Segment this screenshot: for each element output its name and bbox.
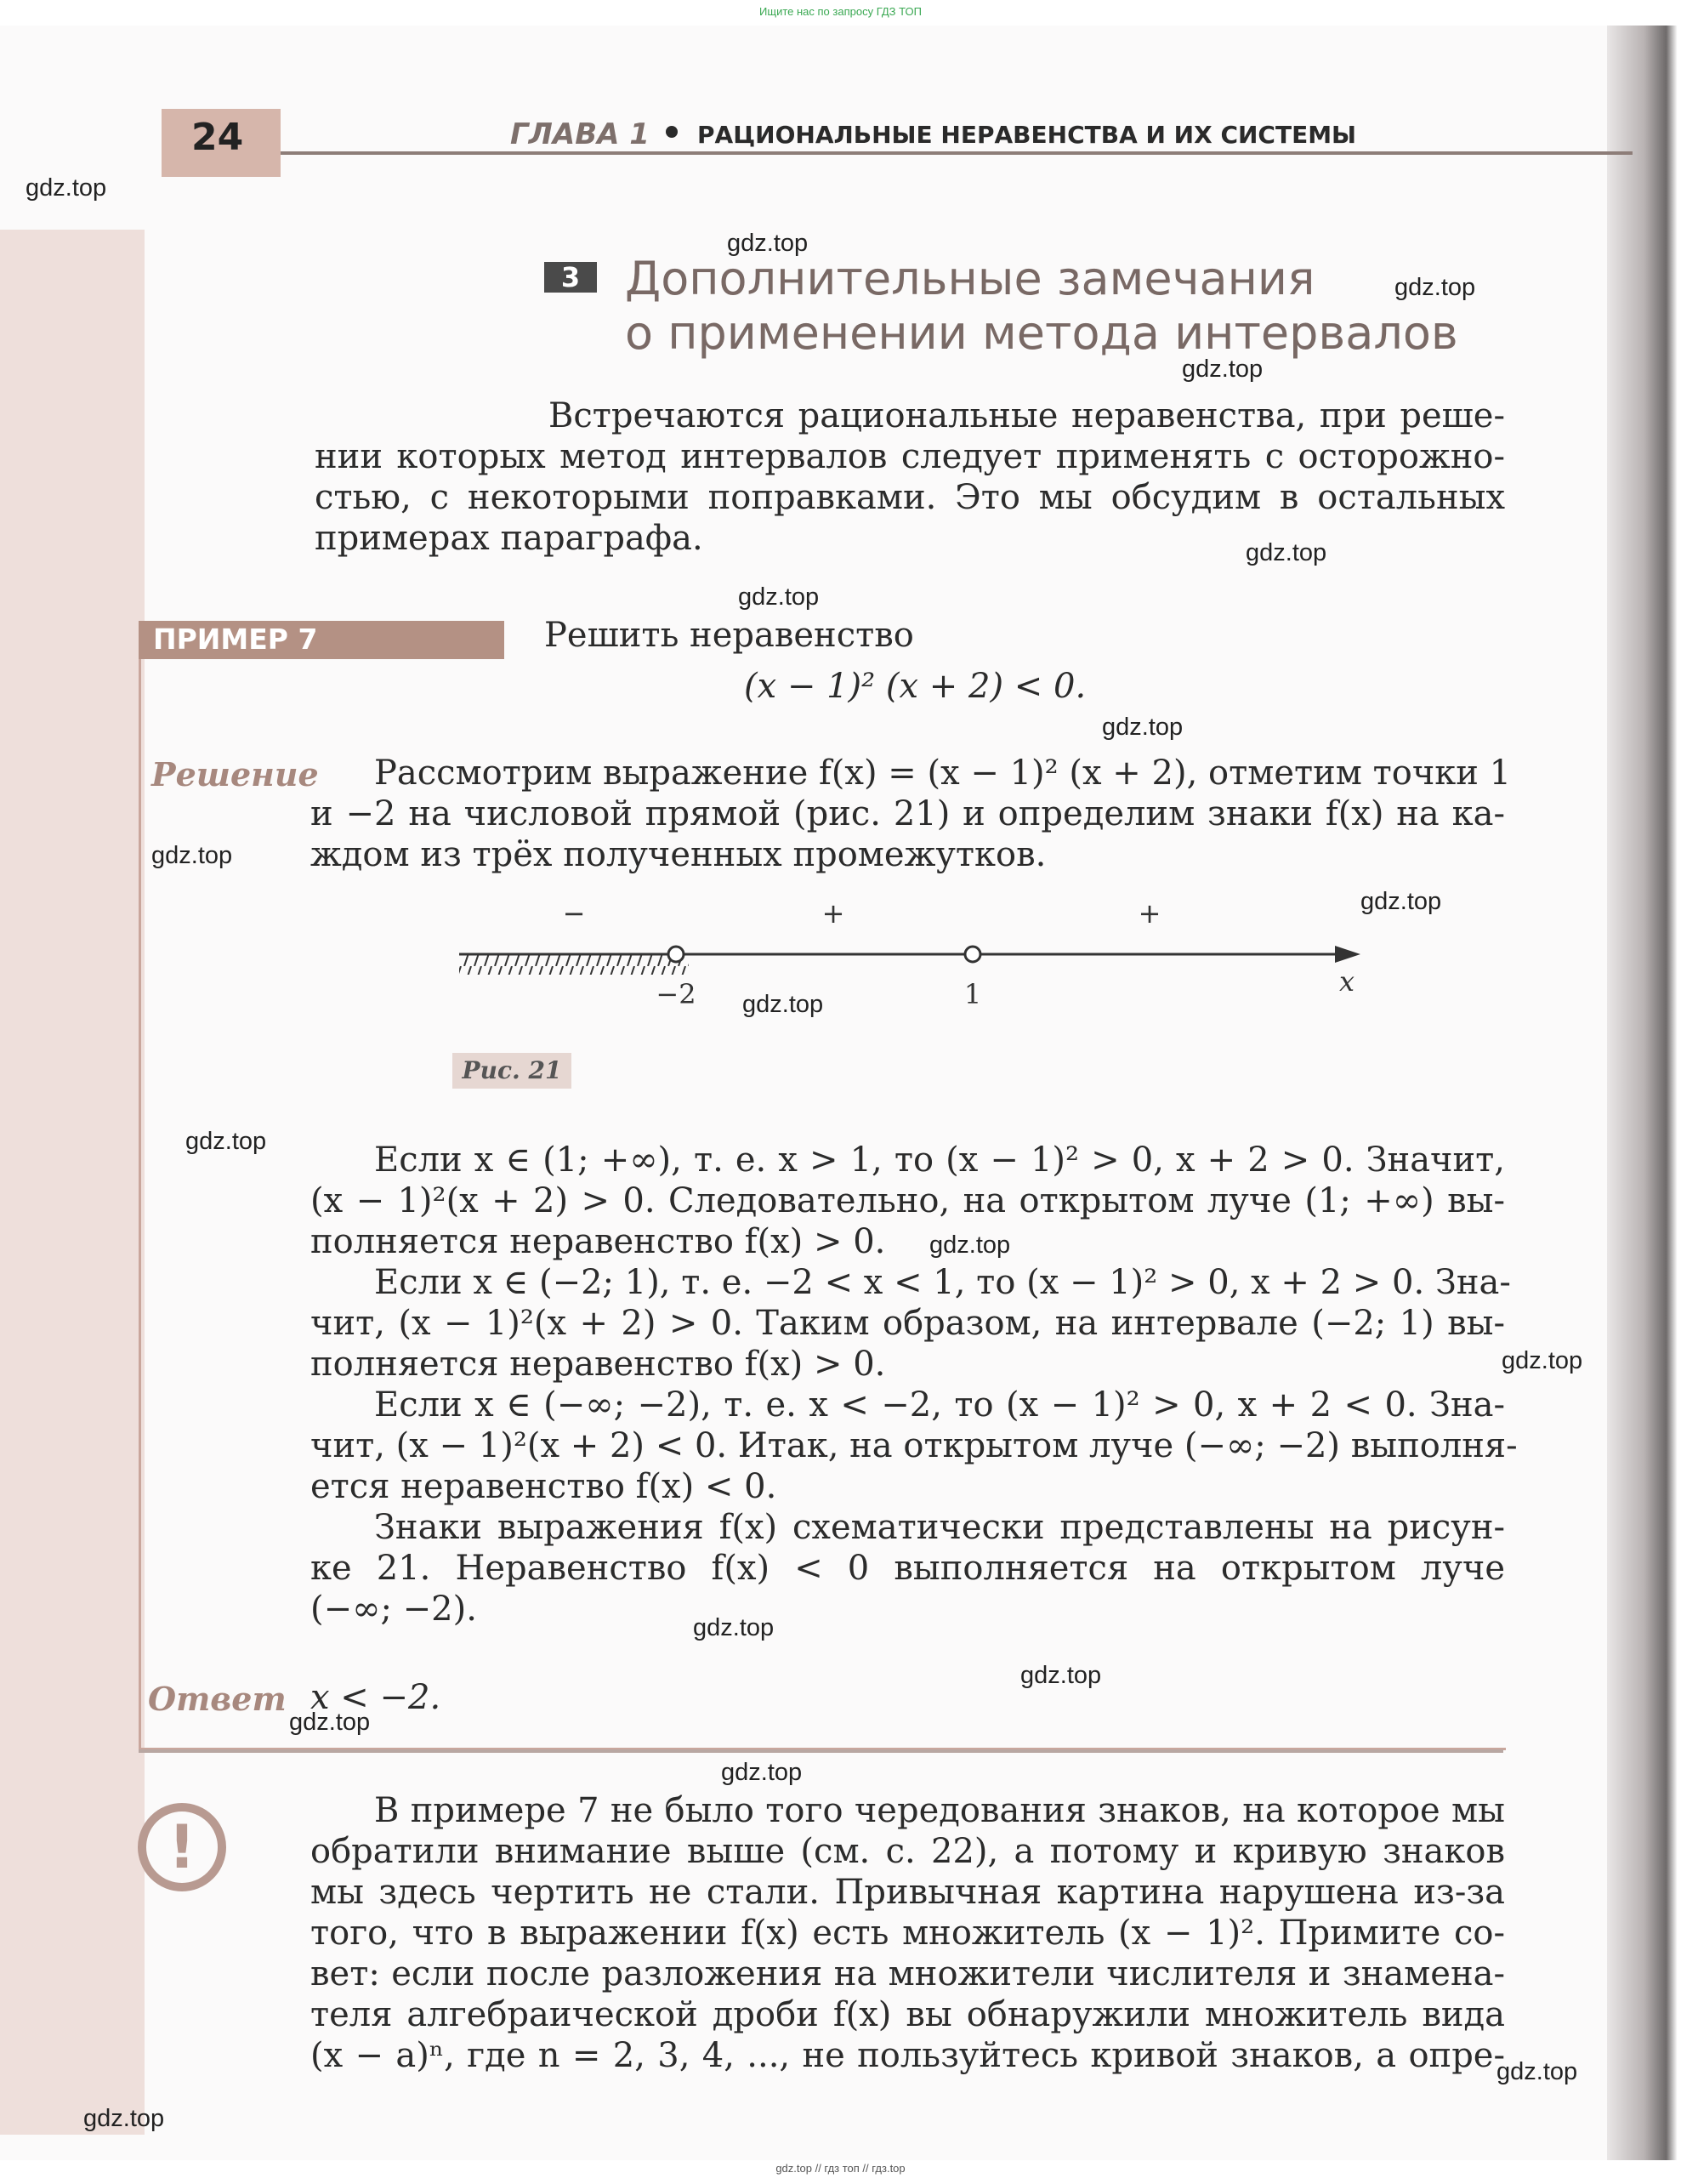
section-number: 3: [544, 262, 597, 293]
text-line: В примере 7 не было того чередования знаков, на которое мы: [374, 1791, 1505, 1830]
page-edge-shadow: [1607, 26, 1681, 2160]
case-paragraph: [310, 1140, 1505, 1262]
watermark: gdz.top: [1020, 1662, 1102, 1689]
section-title: [625, 252, 1458, 361]
watermark: gdz.top: [289, 1709, 371, 1736]
answer-value: x < −2.: [310, 1678, 441, 1717]
watermark: gdz.top: [738, 583, 820, 611]
text-line: чит, (x − 1)²(x + 2) < 0. Итак, на открытом луче (−∞; −2) выполня-: [310, 1426, 1518, 1465]
bullet-icon: [666, 126, 678, 138]
number-line-figure: [442, 884, 1394, 1021]
text-line: нии которых метод интервалов следует применять с осторожно-: [315, 437, 1505, 476]
watermark: gdz.top: [1182, 355, 1264, 383]
text-line: теля алгебраической дроби f(x) вы обнаружили множитель вида: [310, 1995, 1505, 2034]
point-label: 1: [963, 978, 982, 1010]
watermark: gdz.top: [1102, 714, 1184, 741]
note-paragraph: [310, 1790, 1505, 2076]
chapter-title: РАЦИОНАЛЬНЫЕ НЕРАВЕНСТВА И ИХ СИСТЕМЫ: [697, 121, 1357, 149]
sign-label: −: [562, 897, 586, 930]
text-line: примерах параграфа.: [315, 519, 703, 558]
header-rule: [281, 151, 1633, 155]
text-line: Если x ∈ (1; +∞), т. е. x > 1, то (x − 1)² > 0, x + 2 > 0. Значит,: [374, 1140, 1505, 1180]
watermark: gdz.top: [929, 1231, 1011, 1259]
section-title-line: о применении метода интервалов: [625, 306, 1458, 360]
section-title-line: Дополнительные замечания: [625, 252, 1315, 305]
text-line: ждом из трёх полученных промежутков.: [310, 835, 1047, 874]
text-line: Если x ∈ (−∞; −2), т. е. x < −2, то (x − 1)² > 0, x + 2 < 0. Зна-: [374, 1385, 1505, 1425]
example-label: ПРИМЕР 7: [153, 623, 318, 656]
exclamation-mark: !: [168, 1812, 196, 1882]
text-line: вет: если после разложения на множители числителя и знамена-: [310, 1954, 1505, 1993]
axis-arrow-icon: [1335, 946, 1360, 963]
text-line: обратили внимание выше (см. с. 22), а потому и кривую знаков: [310, 1832, 1505, 1871]
point-label: −2: [656, 978, 696, 1010]
text-line: ется неравенство f(x) < 0.: [310, 1467, 777, 1506]
text-line: (x − a)ⁿ, где n = 2, 3, 4, ..., не пользуйтесь кривой знаков, а опре-: [310, 2036, 1505, 2075]
sign-label: +: [1138, 897, 1161, 930]
page-number: 24: [191, 116, 244, 159]
text-line: Если x ∈ (−2; 1), т. е. −2 < x < 1, то (x − 1)² > 0, x + 2 > 0. Зна-: [374, 1263, 1511, 1302]
text-line: (x − 1)²(x + 2) > 0. Следовательно, на открытом луче (1; +∞) вы-: [310, 1181, 1505, 1220]
text-line: чит, (x − 1)²(x + 2) > 0. Таким образом, на интервале (−2; 1) вы-: [310, 1304, 1505, 1343]
figure-caption: Рис. 21: [452, 1053, 571, 1089]
watermark: gdz.top: [83, 2105, 165, 2132]
watermark: gdz.top: [693, 1614, 775, 1641]
watermark: gdz.top: [721, 1759, 803, 1786]
top-note: Ищите нас по запросу ГДЗ ТОП: [759, 5, 922, 18]
watermark: gdz.top: [185, 1128, 267, 1155]
watermark: gdz.top: [26, 174, 107, 202]
separator-rule: [139, 1749, 1503, 1753]
text-line: мы здесь чертить не стали. Привычная картина нарушена из-за: [310, 1873, 1505, 1912]
watermark: gdz.top: [1246, 539, 1327, 566]
solution-paragraph: [310, 753, 1512, 875]
sign-label: +: [821, 897, 845, 930]
case-paragraph: [310, 1507, 1505, 1629]
watermark: gdz.top: [742, 991, 824, 1018]
point-minus-2: [668, 947, 684, 962]
text-line: стью, с некоторыми поправками. Это мы обсудим в остальных: [315, 478, 1505, 517]
case-paragraph: [310, 1262, 1511, 1385]
text-line: Знаки выражения f(x) схематически представлены на рисун-: [374, 1508, 1505, 1547]
watermark: gdz.top: [1394, 274, 1476, 301]
watermark: gdz.top: [727, 230, 809, 257]
case-paragraph: [310, 1385, 1518, 1507]
intro-paragraph: [315, 395, 1505, 559]
chapter-label: ГЛАВА 1: [510, 117, 650, 151]
bottom-note: gdz.top // гдз топ // гдз.top: [775, 2162, 906, 2175]
solution-label: Решение: [151, 755, 319, 793]
example-inequality: (x − 1)² (x + 2) < 0.: [744, 667, 1087, 706]
watermark: gdz.top: [1496, 2058, 1578, 2085]
hatched-region: [459, 954, 689, 975]
left-margin-band: [0, 230, 145, 2135]
watermark: gdz.top: [1360, 888, 1442, 915]
example-task: Решить неравенство: [544, 616, 914, 655]
text-line: Рассмотрим выражение f(x) = (x − 1)² (x + 2), отметим точки 1: [374, 754, 1512, 793]
answer-label: Ответ: [148, 1680, 287, 1718]
text-line: полняется неравенство f(x) > 0.: [310, 1222, 886, 1261]
axis-label: x: [1339, 965, 1355, 998]
watermark: gdz.top: [151, 842, 233, 869]
text-line: и −2 на числовой прямой (рис. 21) и определим знаки f(x) на ка-: [310, 794, 1505, 833]
text-line: полняется неравенство f(x) > 0.: [310, 1345, 886, 1384]
point-1: [965, 947, 980, 962]
text-line: того, что в выражении f(x) есть множитель (x − 1)². Примите со-: [310, 1914, 1505, 1953]
watermark: gdz.top: [1502, 1347, 1583, 1374]
text-line: Встречаются рациональные неравенства, при реше-: [548, 396, 1505, 435]
text-line: (−∞; −2).: [310, 1590, 477, 1629]
text-line: ке 21. Неравенство f(x) < 0 выполняется на открытом луче: [310, 1549, 1505, 1588]
